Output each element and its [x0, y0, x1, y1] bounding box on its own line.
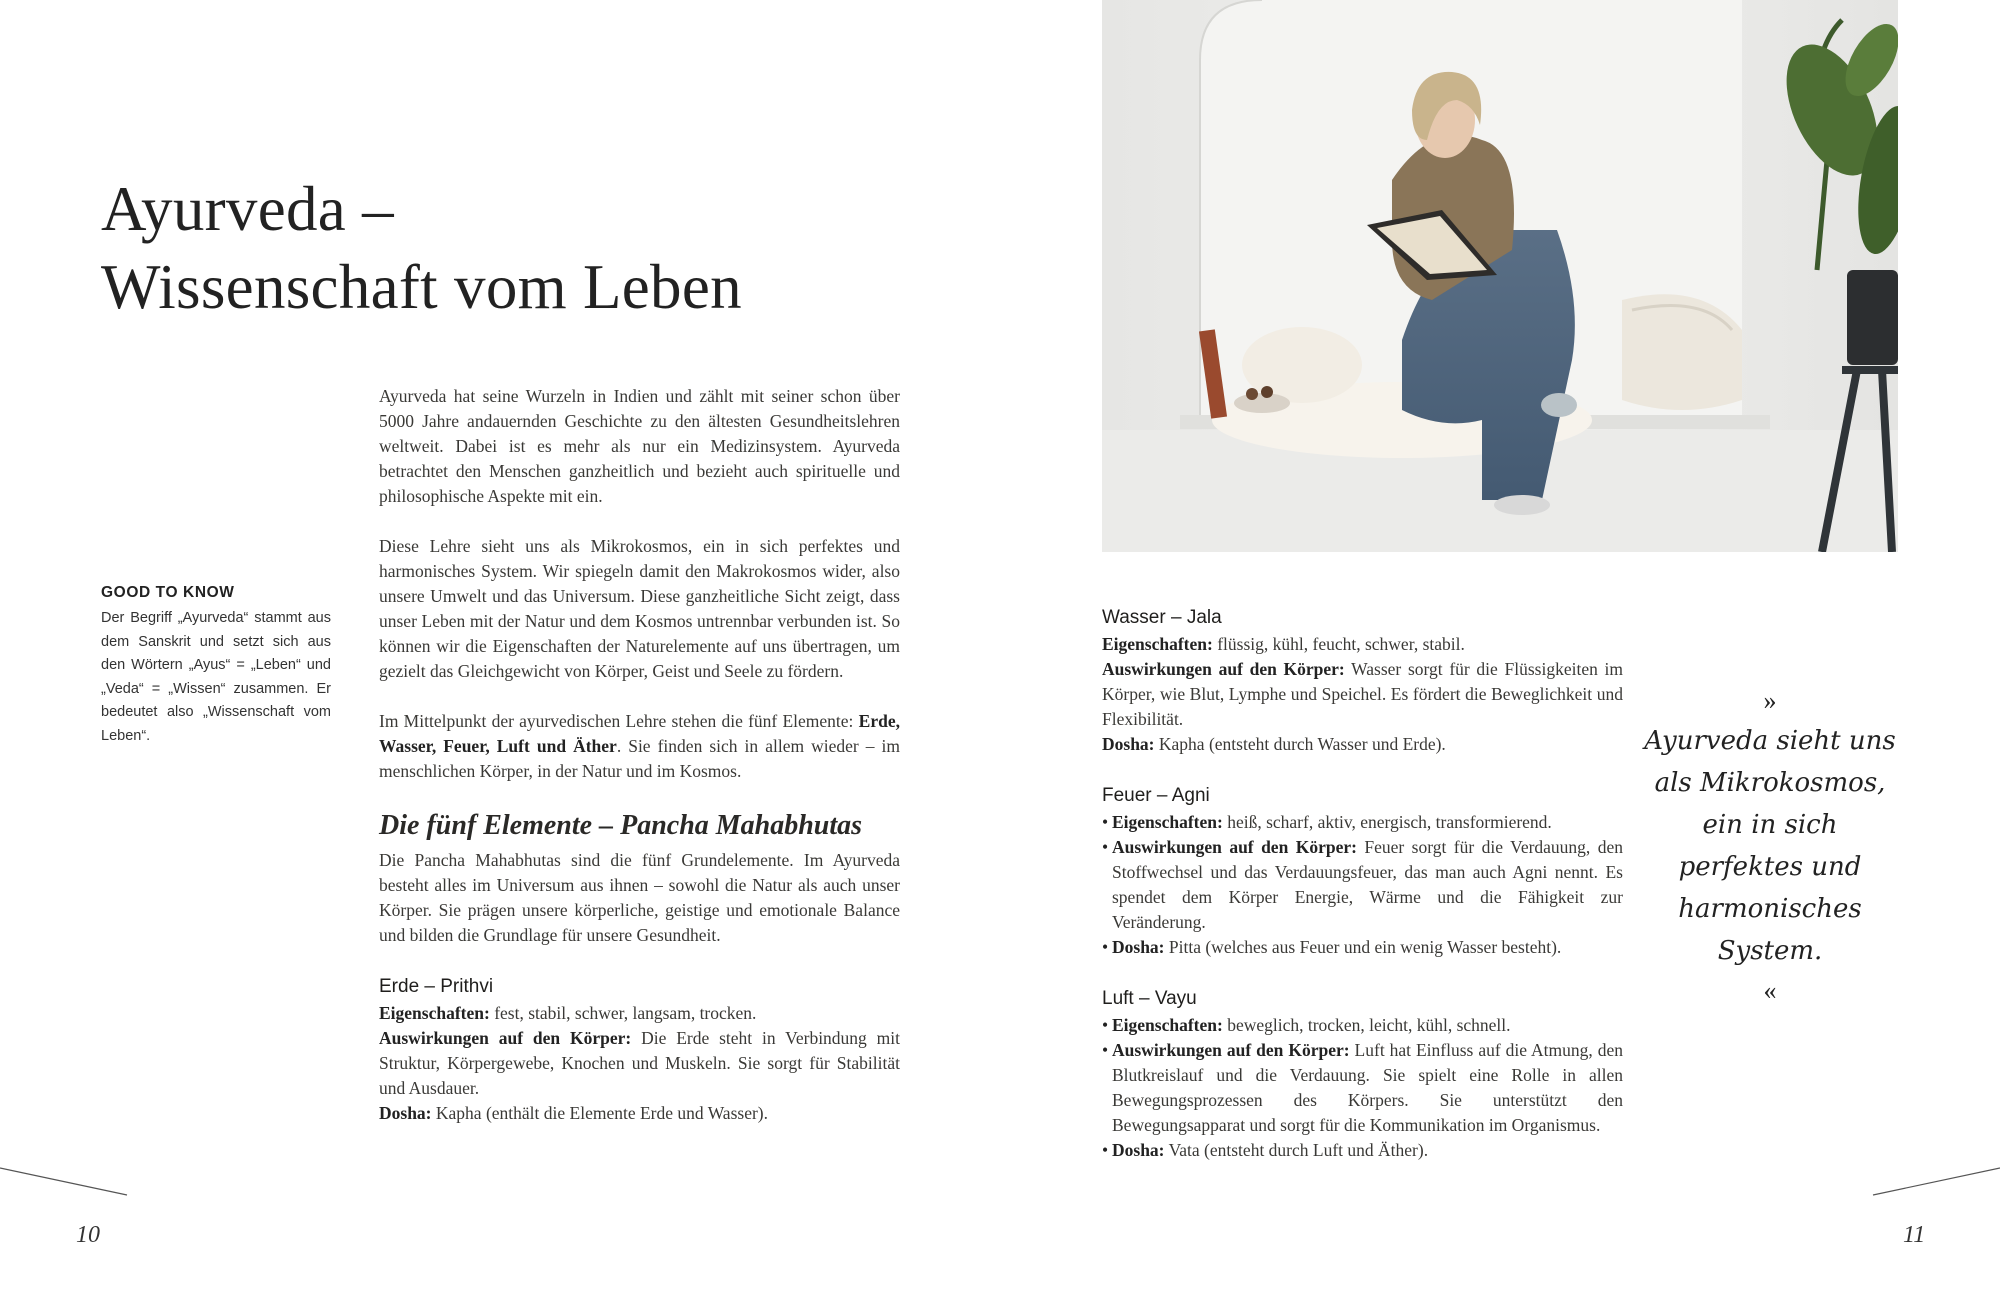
- element-heading-luft: Luft – Vayu: [1102, 988, 1197, 1009]
- element-heading-wasser: Wasser – Jala: [1102, 607, 1222, 628]
- intro-paragraph-1: Ayurveda hat seine Wurzeln in Indien und zählt mit seiner schon über 5000 Jahre andauernden Geschichte zu den ältesten Gesundheitslehren weltweit. Dabei ist es mehr als nur ein Medizinsystem. Ayurveda betrachtet den Menschen ganzheitlich und bezieht auch spirituelle und philosophische Aspekte mit ein.: [379, 386, 900, 506]
- feuer-effects: [1102, 835, 1623, 935]
- wasser-effects-value: Wasser sorgt für die Flüssigkeiten im Körper, wie Blut, Lymphe und Speichel. Es fördert die Beweglichkeit und Flexibilität.: [1102, 659, 1624, 729]
- luft-effects: [1102, 1038, 1623, 1138]
- intro-3-before: Im Mittelpunkt der ayurvedischen Lehre stehen die fünf Elemente:: [379, 711, 859, 731]
- wasser-dosha-label: Dosha:: [1102, 734, 1155, 754]
- feuer-effects-value: Feuer sorgt für die Verdauung, den Stoffwechsel und das Verdauungsfeuer, das man auch Agni nennt. Es spendet dem Körper Energie, Wärme und die Fähigkeit zur Veränderung.: [1112, 837, 1624, 932]
- erde-dosha-label: Dosha:: [379, 1103, 432, 1123]
- section-paragraph: Die Pancha Mahabhutas sind die fünf Grundelemente. Im Ayurveda besteht alles im Universum aus ihnen – sowohl die Natur als auch unser Körper. Sie prägen unsere körperliche, geistige und emotionale Balance und bilden die Grundlage für unsere Gesundheit.: [379, 850, 900, 945]
- page-number-right: 11: [1903, 1222, 1926, 1248]
- good-to-know-heading: GOOD TO KNOW: [101, 584, 235, 601]
- feuer-dosha-label: Dosha:: [1112, 937, 1165, 957]
- erde-properties: [379, 1001, 900, 1026]
- good-to-know-box: [101, 584, 331, 748]
- feuer-properties-value: heiß, scharf, aktiv, energisch, transformierend.: [1222, 812, 1552, 832]
- element-wasser: [1102, 604, 1623, 757]
- photo-woman-reading: [1102, 0, 1898, 552]
- erde-effects-value: Die Erde steht in Verbindung mit Struktur, Körpergewebe, Knochen und Muskeln. Sie sorgt für Stabilität und Ausdauer.: [379, 1028, 900, 1098]
- luft-properties-label: Eigenschaften:: [1112, 1015, 1223, 1035]
- title-line-1: Ayurveda –: [101, 174, 394, 244]
- good-to-know-text: Der Begriff „Ayurveda“ stammt aus dem Sanskrit und setzt sich aus den Wörtern „Ayus“ = „Leben“ und „Veda“ = „Wissen“ zusammen. Er bedeutet also „Wissenschaft vom Leben“.: [101, 610, 331, 744]
- left-corner-line: [0, 1160, 130, 1200]
- erde-dosha: [379, 1101, 900, 1126]
- element-heading-erde: Erde – Prithvi: [379, 976, 494, 997]
- five-elements-list: Erde, Wasser, Feuer, Luft und Äther: [379, 711, 900, 756]
- page-title: [101, 170, 801, 326]
- luft-effects-value: Luft hat Einfluss auf die Atmung, den Blutkreislauf und die Verdauung. Sie spielt eine Rolle in allen Bewegungsprozessen des Körpers. Sie unterstützt den Bewegungsapparat und sorgt für die Kommunikation im Organismus.: [1112, 1040, 1623, 1135]
- quote-text: Ayurveda sieht uns als Mikrokosmos, ein in sich perfektes und harmonisches System.: [1644, 726, 1896, 966]
- element-heading-feuer: Feuer – Agni: [1102, 785, 1210, 806]
- feuer-properties: [1102, 810, 1623, 835]
- erde-properties-value: fest, stabil, schwer, langsam, trocken.: [489, 1003, 757, 1023]
- wasser-properties-label: Eigenschaften:: [1102, 634, 1213, 654]
- right-text-column: [1102, 604, 1623, 1188]
- intro-paragraph-3: [379, 709, 900, 784]
- luft-dosha-label: Dosha:: [1112, 1140, 1165, 1160]
- luft-properties-value: beweglich, trocken, leicht, kühl, schnell.: [1222, 1015, 1511, 1035]
- wasser-properties-value: flüssig, kühl, feucht, schwer, stabil.: [1212, 634, 1465, 654]
- feuer-dosha-value: Pitta (welches aus Feuer und ein wenig Wasser besteht).: [1164, 937, 1562, 957]
- element-feuer: [1102, 782, 1623, 960]
- luft-dosha-value: Vata (entsteht durch Luft und Äther).: [1164, 1140, 1429, 1160]
- wasser-dosha: [1102, 732, 1623, 757]
- quote-close-mark: «: [1763, 976, 1777, 1005]
- wasser-effects-label: Auswirkungen auf den Körper:: [1102, 659, 1345, 679]
- photo-illustration: [1102, 0, 1898, 552]
- element-erde: [379, 973, 900, 1126]
- right-corner-line: [1870, 1160, 2000, 1200]
- erde-effects-label: Auswirkungen auf den Körper:: [379, 1028, 632, 1048]
- erde-properties-label: Eigenschaften:: [379, 1003, 490, 1023]
- quote-open-mark: »: [1763, 686, 1777, 715]
- page-number-left: 10: [76, 1222, 100, 1248]
- pull-quote: [1640, 686, 1900, 1006]
- luft-properties: [1102, 1013, 1623, 1038]
- erde-effects: [379, 1026, 900, 1101]
- erde-dosha-value: Kapha (enthält die Elemente Erde und Wasser).: [431, 1103, 768, 1123]
- feuer-properties-label: Eigenschaften:: [1112, 812, 1223, 832]
- intro-3-after: . Sie finden sich in allem wieder – im menschlichen Körper, in der Natur und im Kosmos.: [379, 736, 900, 781]
- section-heading-five-elements: Die fünf Elemente – Pancha Mahabhutas: [379, 810, 863, 841]
- luft-dosha: [1102, 1138, 1623, 1163]
- element-luft: [1102, 985, 1623, 1163]
- luft-effects-label: Auswirkungen auf den Körper:: [1112, 1040, 1350, 1060]
- feuer-effects-label: Auswirkungen auf den Körper:: [1112, 837, 1357, 857]
- wasser-dosha-value: Kapha (entsteht durch Wasser und Erde).: [1154, 734, 1446, 754]
- feuer-dosha: [1102, 935, 1623, 960]
- title-line-2: Wissenschaft vom Leben: [101, 252, 742, 322]
- left-text-column: [379, 384, 900, 1151]
- wasser-effects: [1102, 657, 1623, 732]
- intro-paragraph-2: Diese Lehre sieht uns als Mikrokosmos, ein in sich perfektes und harmonisches System. Wir spiegeln damit den Makrokosmos wider, also unsere Umwelt und das Universum. Diese ganzheitliche Sicht zeigt, dass unser Leben mit der Natur und dem Kosmos untrennbar verbunden ist. So können wir die Eigenschaften der Naturelemente auf uns übertragen, um gezielt das Gleichgewicht von Körper, Geist und Seele zu fördern.: [379, 536, 900, 681]
- wasser-properties: [1102, 632, 1623, 657]
